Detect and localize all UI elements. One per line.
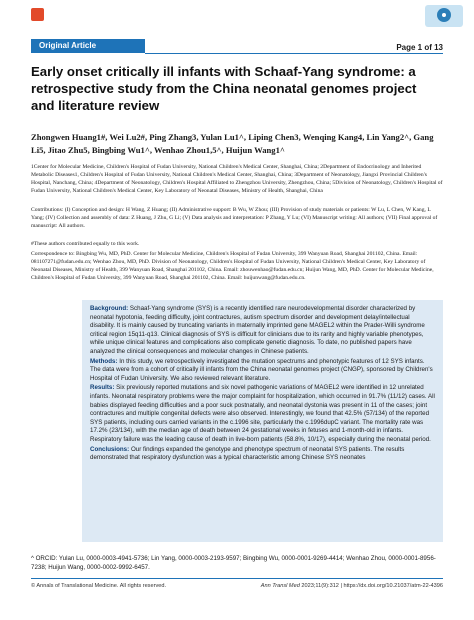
header-divider [145,53,443,54]
journal-badge-icon [31,8,44,21]
paper-title: Early onset critically ill infants with Schaaf-Yang syndrome: a retrospective study from the China neonatal genomes project and literature review [31,64,417,113]
abstract-conclusions [90,446,435,463]
footer-citation [261,583,443,589]
abstract-background-text: Schaaf-Yang syndrome (SYS) is a recently identified rare neurodevelopmental disorder characterized by neonatal hypotonia, feeding difficulty, joint contractures, autism spectrum disorder and development delay/intellectual disability. It is mainly caused by truncating variants in maternally imprinted gene MAGEL2 within the Prader-Willi syndrome critical region 15q11-q13. Clinical diagnosis of SYS is difficult for clinicians due to its rarity and highly variable phenotypes, while unique clinical features and complications also complicate genetic diagnosis. To date, no published papers have analyzed the clinical consequences and molecular changes in Chinese patients. [90,305,425,355]
footer-copyright: © Annals of Translational Medicine. All rights reserved. [31,583,167,589]
orcid-note: ^ ORCID: Yulan Lu, 0000-0003-4941-5736; Lin Yang, 0000-0003-2193-9597; Bingbing Wu, 0000-0001-9269-4414; Wenhao Zhou, 0000-0001-8956-7238; Huijun Wang, 0000-0002-9992-6457. [31,555,436,571]
abstract-conclusions-text: Our findings expanded the genotype and phenotype spectrum of neonatal SYS patients. The results demonstrated that respiratory dysfunction was a typical characteristic among Chinese SYS neonates [90,445,405,462]
page-number: Page 1 of 13 [396,43,443,52]
abstract-results-heading: Results: [90,384,115,392]
abstract-background [90,305,435,357]
footer-divider [31,578,443,579]
contributions: Contributions: (I) Conception and design: H Wang, Z Huang; (II) Administrative support: B Wu, W Zhou; (III) Provision of study materials or patients: W Lu, L Chen, W Kang, L Yang; (IV) Collection and assembly of data: Z Huang, J Zhu, G Li; (V) Data analysis and interpretation: P Zhang, Y Lu; (VI) Manuscript writing: All authors; (VII) Final approval of manuscript: All authors. [31,207,438,229]
footer-citation-text: 2023;11(9):312 | https://dx.doi.org/10.21037/atm-22-4396 [301,583,443,589]
abstract-conclusions-heading: Conclusions: [90,445,130,453]
abstract-methods-heading: Methods: [90,357,118,365]
footer-journal: Ann Transl Med [260,583,300,589]
abstract-methods [90,358,435,384]
abstract-methods-text: In this study, we retrospectively investigated the mutation spectrums and phenotypic features of 12 SYS infants. The data were from a cohort of critically ill infants from the China neonatal genomes project (CNGP), sponsored by Children's Hospital of Fudan University. We also reviewed relevant literature. [90,357,433,382]
abstract-background-heading: Background: [90,305,129,312]
author-list: Zhongwen Huang1#, Wei Lu2#, Ping Zhang3, Yulan Lu1^, Liping Chen3, Wenqing Kang4, Lin Yang2^, Gang Li5, Jitao Zhu5, Bingbing Wu1^, Wenhao Zhou1,5^, Huijun Wang1^ [31,132,434,155]
correspondence: Correspondence to: Bingbing Wu, MD, PhD. Center for Molecular Medicine, Children's Hospital of Fudan University, 399 Wanyuan Road, Shanghai 201102, China. Email: 081107271@fudan.edu.cn; Wenhao Zhou, MD, PhD. Division of Neonatology, Children's Hospital of Fudan University, National Children's Medical Center, Key Laboratory of Neonatal Diseases, Ministry of Health, 399 Wanyuan Road, Shanghai 201102, China. Email: zhouwenhao@fudan.edu.cn; Huijun Wang, MD, PhD. Center for Molecular Medicine, Children's Hospital of Fudan University, 399 Wanyuan Road, Shanghai 201102, China. Email: huijunwang@fudan.edu.cn. [31,251,434,281]
abstract-results [90,384,435,444]
article-type-label: Original Article [31,39,145,53]
equal-contribution-note: #These authors contributed equally to this work. [31,241,140,247]
abstract-results-text: Six previously reported mutations and six novel pathogenic variations of MAGEL2 were identified in 12 unrelated infants. Neonatal respiratory problems were the major complaint for hospitalization, which occurred in 91.7% (11/12) cases. All babies displayed feeding difficulties and a poor suck postnatally, and neonatal dystonia was present in 11 of the cases; joint contractures and multiple congenital defects were also observed. Interestingly, we found that 42.5% (57/134) of the reported SYS patients, including ours carried variants in the c.1996 site, particularly the c.1996dupC variant. The mortality rate was 17.2% (23/134), with the median age of death between 24 gestational weeks in fetuses and 1-month-old in infants. Respiratory failure was the leading cause of death in live-born patients (58.8%, 10/17), especially during the neonatal period. [90,384,435,443]
abstract-box [82,300,443,542]
journal-logo-icon [425,5,463,27]
affiliations: 1Center for Molecular Medicine, Children's Hospital of Fudan University, National Children's Medical Center, Shanghai, China; 2Department of Endocrinology and Inherited Metabolic Diseases1, Children's Hospital of Fudan University, National Children's Medical Center, Shanghai, China; 3Department of Neonatology, Jiangxi Provincial Children's Hospital, Nanchang, China; 4Department of Neonatology, Children's Hospital Affiliated to Zhengzhou University, Zhengzhou, China; 5Division of Neonatology, Children's Hospital of Fudan University, National Children's Medical Center, Key Laboratory of Neonatal Diseases, Ministry of Health, Shanghai, China [31,164,443,194]
